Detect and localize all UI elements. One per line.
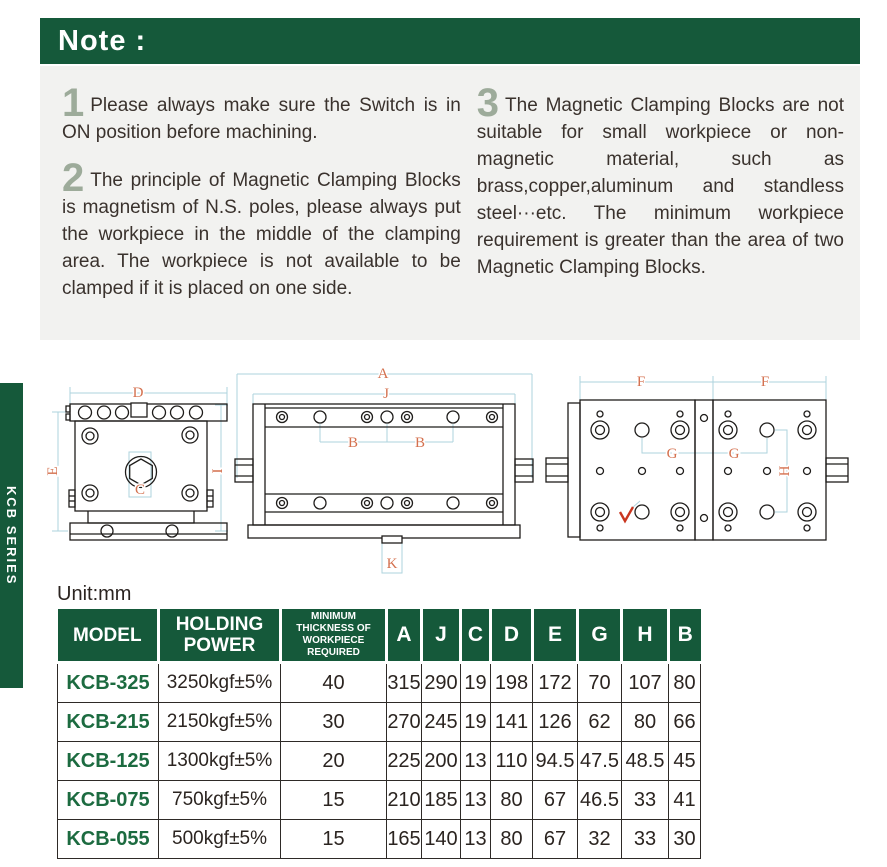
dim-C-cell: 19 (461, 703, 491, 742)
dim-B-cell: 30 (669, 820, 701, 859)
dim-J-cell: 200 (422, 742, 461, 781)
table-row (58, 663, 701, 703)
col-header-J: J (422, 609, 461, 663)
dim-label-H: H (777, 465, 793, 477)
dim-label-E: E (45, 466, 61, 476)
model-cell: KCB-125 (58, 742, 159, 781)
dim-A-cell: 270 (387, 703, 422, 742)
dim-J-cell: 140 (422, 820, 461, 859)
table-row (58, 781, 701, 820)
front-view-part (235, 404, 533, 543)
dim-H-cell: 80 (622, 703, 669, 742)
dim-H-cell: 33 (622, 781, 669, 820)
thickness-cell: 40 (281, 663, 387, 703)
power-cell: 1300kgf±5% (159, 742, 281, 781)
col-header-thickness: MINIMUM THICKNESS OF WORKPIECE REQUIRED (281, 609, 387, 663)
dim-J-cell: 245 (422, 703, 461, 742)
dim-E-cell: 172 (533, 663, 578, 703)
dim-label-G1: G (666, 446, 678, 462)
dim-E-cell: 67 (533, 820, 578, 859)
note-number-3: 3 (476, 81, 500, 125)
notes-column-right (476, 81, 844, 340)
power-cell: 3250kgf±5% (159, 663, 281, 703)
side-view-part (66, 403, 227, 540)
col-header-model: MODEL (58, 609, 159, 663)
dim-E-cell: 126 (533, 703, 578, 742)
dim-H-cell: 107 (622, 663, 669, 703)
model-cell: KCB-215 (58, 703, 159, 742)
notes-box (40, 66, 860, 340)
series-banner (0, 383, 23, 688)
dim-C-cell: 13 (461, 742, 491, 781)
thickness-cell: 20 (281, 742, 387, 781)
dim-B-cell: 66 (669, 703, 701, 742)
note-text-3: The Magnetic Clamping Blocks are not suitable for small workpiece or non-magnetic material, such as brass,copper,aluminum and standless steel···etc. The minimum workpiece requirement is greater than the area of two Magnetic Clamping Blocks. (476, 95, 844, 278)
col-header-power: HOLDING POWER (159, 609, 281, 663)
top-view-part (546, 400, 848, 540)
dimension-lines (580, 376, 826, 512)
table-row (58, 820, 701, 859)
dim-A-cell: 210 (387, 781, 422, 820)
dim-A-cell: 165 (387, 820, 422, 859)
col-header-B: B (669, 609, 701, 663)
dim-label-B2: B (414, 435, 426, 451)
dim-C-cell: 19 (461, 663, 491, 703)
dim-label-D: D (132, 385, 144, 401)
dim-label-C: C (134, 482, 146, 498)
power-cell: 500kgf±5% (159, 820, 281, 859)
table-row (58, 742, 701, 781)
model-cell: KCB-075 (58, 781, 159, 820)
col-header-D: D (491, 609, 533, 663)
dim-label-F1: F (636, 374, 646, 390)
dim-B-cell: 45 (669, 742, 701, 781)
col-header-G: G (578, 609, 622, 663)
note-number-1: 1 (62, 81, 85, 125)
dim-D-cell: 110 (491, 742, 533, 781)
series-banner-label: KCB SERIES (4, 485, 19, 586)
check-mark-annotation (620, 507, 633, 521)
dim-B-cell: 41 (669, 781, 701, 820)
note-item-1 (62, 81, 461, 146)
dim-label-J: J (383, 386, 389, 402)
dim-A-cell: 315 (387, 663, 422, 703)
power-cell: 2150kgf±5% (159, 703, 281, 742)
drawing-side-view (45, 368, 240, 548)
dim-label-F2: F (760, 374, 770, 390)
table-row (58, 703, 701, 742)
dim-D-cell: 198 (491, 663, 533, 703)
model-cell: KCB-325 (58, 663, 159, 703)
spec-table (57, 609, 701, 859)
dim-G-cell: 62 (578, 703, 622, 742)
dim-label-G2: G (728, 446, 740, 462)
thickness-cell: 30 (281, 703, 387, 742)
note-number-2: 2 (62, 156, 85, 200)
dim-label-B1: B (347, 435, 359, 451)
dim-E-cell: 67 (533, 781, 578, 820)
dim-G-cell: 32 (578, 820, 622, 859)
drawing-front-view (230, 360, 538, 578)
dim-C-cell: 13 (461, 820, 491, 859)
dim-H-cell: 48.5 (622, 742, 669, 781)
dim-label-K: K (386, 556, 398, 572)
dim-G-cell: 70 (578, 663, 622, 703)
thickness-cell: 15 (281, 781, 387, 820)
note-item-2 (62, 156, 461, 302)
note-text-2: The principle of Magnetic Clamping Blocks is magnetism of N.S. poles, please always put the workpiece in the middle of the clamping area. The workpiece is not available to be clamped if it is placed on one side. (62, 170, 461, 299)
model-cell: KCB-055 (58, 820, 159, 859)
note-text-1: Please always make sure the Switch is in ON position before machining. (62, 95, 461, 143)
dim-C-cell: 13 (461, 781, 491, 820)
unit-label: Unit:mm (57, 583, 132, 605)
dim-J-cell: 185 (422, 781, 461, 820)
dim-G-cell: 47.5 (578, 742, 622, 781)
dim-D-cell: 80 (491, 820, 533, 859)
dim-D-cell: 80 (491, 781, 533, 820)
header-row (58, 609, 701, 663)
col-header-H: H (622, 609, 669, 663)
dim-G-cell: 46.5 (578, 781, 622, 820)
dim-A-cell: 225 (387, 742, 422, 781)
dim-D-cell: 141 (491, 703, 533, 742)
note-banner-title: Note : (58, 24, 147, 57)
dim-label-I: I (210, 468, 226, 474)
dim-label-A: A (377, 366, 389, 382)
col-header-C: C (461, 609, 491, 663)
notes-column-left (62, 81, 461, 340)
col-header-E: E (533, 609, 578, 663)
dim-J-cell: 290 (422, 663, 461, 703)
col-header-A: A (387, 609, 422, 663)
drawing-top-view (543, 360, 855, 552)
dim-H-cell: 33 (622, 820, 669, 859)
dim-E-cell: 94.5 (533, 742, 578, 781)
note-banner (40, 18, 860, 64)
power-cell: 750kgf±5% (159, 781, 281, 820)
note-item-3 (476, 81, 844, 281)
dim-B-cell: 80 (669, 663, 701, 703)
thickness-cell: 15 (281, 820, 387, 859)
